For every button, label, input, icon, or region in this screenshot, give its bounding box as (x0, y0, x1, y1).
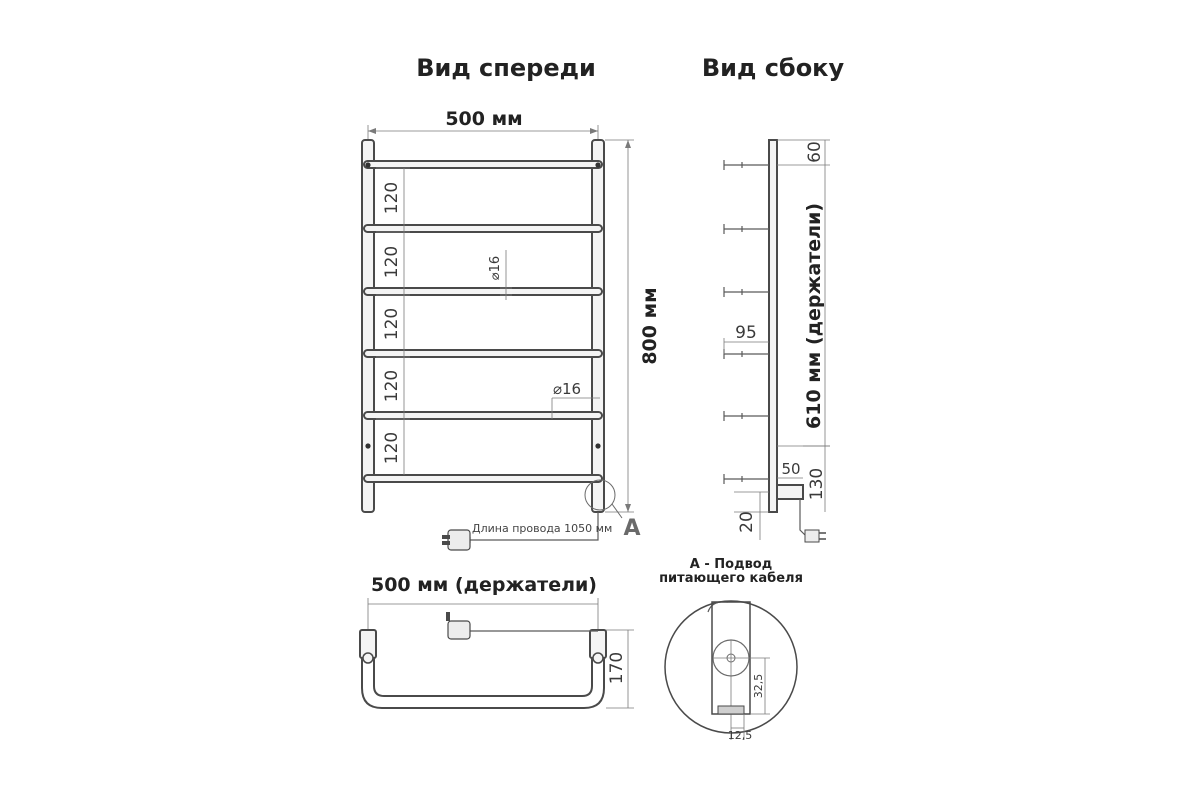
holder-6 (724, 474, 769, 484)
rung-6 (364, 475, 602, 482)
side-top-offset-label: 60 (805, 141, 825, 163)
front-view-title: Вид спереди (416, 54, 596, 82)
top-depth-label: 170 (607, 651, 627, 685)
side-view-title: Вид сбоку (701, 54, 845, 82)
diameter-label-lower: ⌀16 (552, 380, 582, 398)
diameter-label-top: ⌀16 (488, 255, 503, 281)
side-view (724, 140, 830, 542)
side-box-height-label: 130 (807, 467, 827, 501)
holder-3 (724, 287, 769, 297)
front-width-label: 500 мм (445, 108, 523, 130)
spacing-label-2: 120 (382, 245, 402, 279)
top-view (360, 574, 634, 708)
top-plug-icon (446, 612, 470, 639)
left-post (362, 140, 374, 512)
holder-5 (724, 411, 769, 421)
side-post (769, 140, 777, 512)
front-height-label: 800 мм (639, 287, 661, 365)
right-post (592, 140, 604, 512)
rung-3 (364, 288, 602, 295)
side-depth-label: 95 (735, 323, 757, 343)
side-bottom-offset-label: 20 (737, 511, 757, 533)
callout-letter-a: A (623, 516, 641, 541)
heater-box (777, 485, 803, 499)
spacing-label-4: 120 (382, 369, 402, 403)
rung-4 (364, 350, 602, 357)
rung-1 (364, 161, 602, 168)
holder-1 (724, 160, 769, 170)
spacing-label-3: 120 (382, 307, 402, 341)
detail-title-line-1: A - Подвод (689, 557, 773, 572)
side-plug-icon (805, 530, 826, 542)
rung-2 (364, 225, 602, 232)
spacing-label-5: 120 (382, 431, 402, 465)
side-box-width-label: 50 (781, 460, 801, 478)
holder-4 (724, 349, 769, 359)
detail-title-line-2: питающего кабеля (659, 571, 803, 586)
top-frame (362, 640, 604, 708)
detail-offset-label: 12,5 (727, 729, 753, 742)
front-view (362, 108, 661, 550)
cable-length-note: Длина провода 1050 мм (472, 522, 613, 535)
side-holder-label: 610 мм (держатели) (803, 202, 825, 430)
detail-a (659, 557, 803, 742)
detail-height-label: 32,5 (752, 673, 765, 699)
spacing-label-1: 120 (382, 181, 402, 215)
top-width-label: 500 мм (держатели) (370, 574, 598, 596)
rung-5 (364, 412, 602, 419)
holder-2 (724, 224, 769, 234)
plug-icon (442, 530, 470, 550)
